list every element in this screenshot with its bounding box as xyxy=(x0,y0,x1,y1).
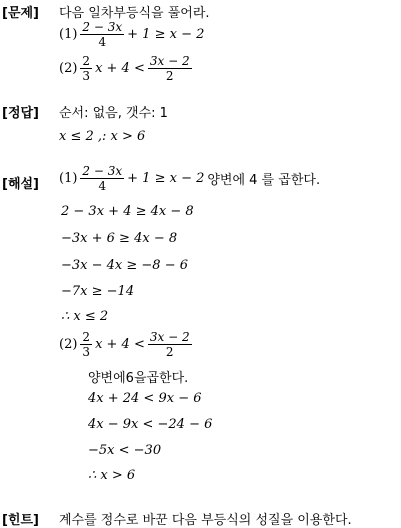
problem-2-denominator-b: 2 xyxy=(165,69,174,83)
problem-intro: 다음 일차부등식을 풀어라. xyxy=(59,6,210,21)
problem-label: [문제] xyxy=(2,6,39,21)
hint-label: [힌트] xyxy=(2,513,39,528)
answer-line-1: 순서: 없음, 갯수: 1 xyxy=(59,106,168,121)
problem-2-number: (2) xyxy=(59,61,78,76)
solution-2-step-3: −5x < −30 xyxy=(88,443,162,458)
solution-label: [해설] xyxy=(2,177,39,192)
solution-1-conclusion: ∴ x ≤ 2 xyxy=(61,309,109,324)
problem-2 xyxy=(59,54,192,83)
problem-1-rest: + 1 ≥ x − 2 xyxy=(127,27,205,42)
solution-1-rest: + 1 ≥ x − 2 xyxy=(127,171,205,186)
problem-2-fraction-a xyxy=(80,54,92,83)
problem-1-number: (1) xyxy=(59,27,78,42)
solution-1-step-1: 2 − 3x + 4 ≥ 4x − 8 xyxy=(61,204,194,219)
solution-2-denominator-b: 2 xyxy=(165,345,174,359)
problem-2-fraction-b xyxy=(148,54,192,83)
answer-label: [정답] xyxy=(2,106,39,121)
solution-2-denominator-a: 3 xyxy=(82,345,91,359)
problem-2-numerator-a: 2 xyxy=(82,54,91,68)
solution-1-number: (1) xyxy=(59,171,78,186)
solution-2-step-2: 4x − 9x < −24 − 6 xyxy=(88,417,213,432)
solution-1-step-4: −7x ≥ −14 xyxy=(61,284,135,299)
problem-2-denominator-a: 3 xyxy=(82,69,91,83)
solution-2-fraction-a xyxy=(80,330,92,359)
solution-2-step-1: 4x + 24 < 9x − 6 xyxy=(88,391,202,406)
solution-2-note: 양변에6을곱한다. xyxy=(88,371,189,386)
solution-1-note: 양변에 4 를 곱한다. xyxy=(207,173,321,188)
solution-2-number: (2) xyxy=(59,337,78,352)
solution-2-numerator-a: 2 xyxy=(82,330,91,344)
hint-text: 계수를 정수로 바꾼 다음 부등식의 성질을 이용한다. xyxy=(59,513,352,528)
solution-1-step-2: −3x + 6 ≥ 4x − 8 xyxy=(61,231,178,246)
problem-2-numerator-b: 3x − 2 xyxy=(149,54,190,68)
solution-1-header xyxy=(59,164,320,193)
answer-line-2: x ≤ 2 ,: x > 6 xyxy=(59,129,146,144)
solution-1-denominator: 4 xyxy=(98,179,107,193)
solution-2-header xyxy=(59,330,192,359)
solution-2-conclusion: ∴ x > 6 xyxy=(88,468,136,483)
solution-2-middle: x + 4 < xyxy=(95,337,145,352)
solution-2-fraction-b xyxy=(148,330,192,359)
solution-1-fraction xyxy=(80,164,124,193)
solution-1-step-3: −3x − 4x ≥ −8 − 6 xyxy=(61,258,189,273)
problem-1-fraction xyxy=(80,20,124,49)
problem-1-denominator: 4 xyxy=(98,35,107,49)
problem-1 xyxy=(59,20,204,49)
problem-2-middle: x + 4 < xyxy=(95,61,145,76)
solution-1-numerator: 2 − 3x xyxy=(82,164,123,178)
solution-2-numerator-b: 3x − 2 xyxy=(149,330,190,344)
problem-1-numerator: 2 − 3x xyxy=(82,20,123,34)
